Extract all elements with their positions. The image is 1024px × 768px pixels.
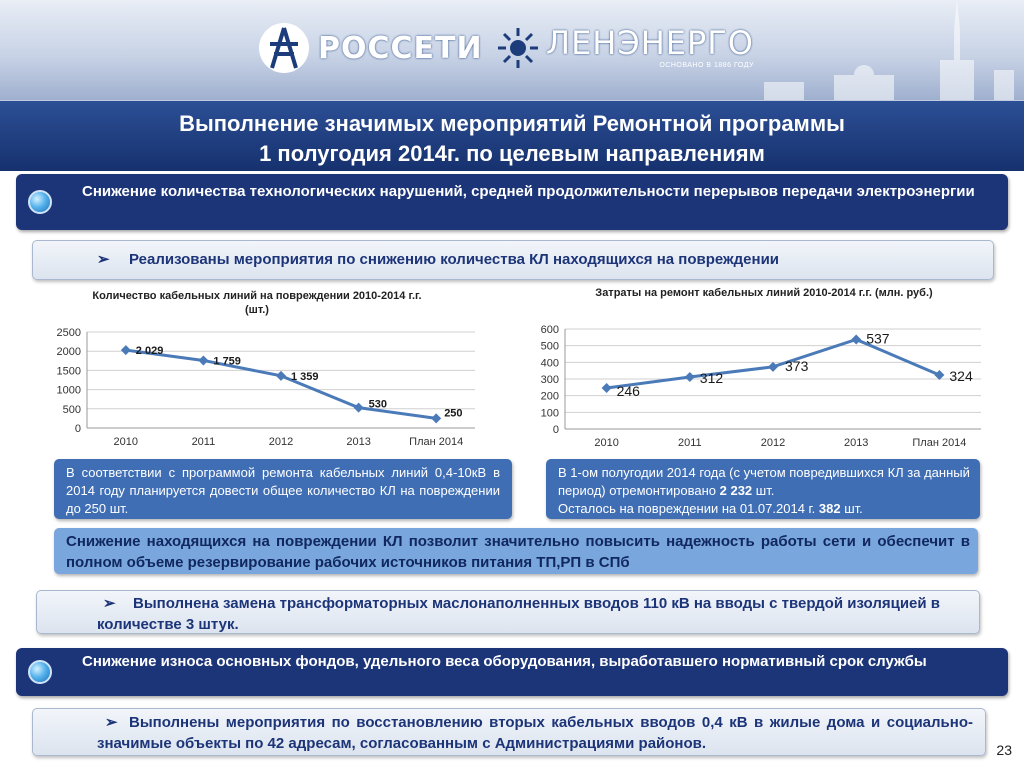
y-tick-label: 1000 (56, 384, 81, 397)
chart-2-title: Затраты на ремонт кабельных линий 2010-2014 г.г. (млн. руб.) (595, 287, 933, 299)
section-1-text: Снижение количества технологических нарушений, средней продолжительности перерывов передачи электроэнергии (82, 183, 975, 200)
lenenergo-founded-text: ОСНОВАНО В 1886 ГОДУ (659, 62, 754, 69)
lenenergo-sun-icon (496, 26, 540, 70)
note-right-box (546, 459, 980, 519)
subpoint-3-box (32, 708, 986, 756)
y-tick-label: 500 (62, 403, 81, 416)
note-left-box (54, 459, 512, 519)
data-label: 530 (368, 398, 387, 411)
section-1-box (16, 174, 1008, 230)
data-point (685, 372, 695, 382)
subpoint-1-text: Реализованы мероприятия по снижению количества КЛ находящихся на повреждении (129, 251, 780, 268)
y-tick-label: 2000 (56, 346, 81, 359)
data-label: 2 029 (135, 345, 164, 358)
y-tick-label: 2500 (56, 327, 81, 339)
data-point (768, 362, 778, 372)
section-2-text: Снижение износа основных фондов, удельного веса оборудования, выработавшего нормативный срок службы (82, 653, 927, 670)
data-point (602, 383, 612, 393)
subpoint-3-text: Выполнены мероприятия по восстановлению вторых кабельных вводов 0,4 кВ в жилые дома и социально-значимые объекты по 42 адресам, согласованным с Администрациями районов. (97, 714, 973, 752)
lenenergo-logo[interactable] (496, 26, 754, 70)
slide-title-line1: Выполнение значимых мероприятий Ремонтной программы (179, 111, 845, 136)
data-point (121, 345, 131, 355)
header-banner (0, 0, 1024, 100)
y-tick-label: 500 (540, 340, 559, 353)
data-point (431, 413, 441, 423)
y-tick-label: 200 (540, 390, 559, 403)
subpoint-1-box (32, 240, 994, 280)
conclusion-box (54, 528, 978, 574)
rosseti-logo-text: РОССЕТИ (318, 30, 483, 66)
section-1-bullet-icon (28, 190, 52, 214)
slide-title-line2: 1 полугодия 2014г. по целевым направлениям (259, 141, 765, 166)
subpoint-2-box (36, 590, 980, 634)
y-tick-label: 0 (552, 424, 559, 436)
y-tick-label: 400 (540, 357, 559, 370)
data-point (198, 355, 208, 365)
chart-1-cable-lines-damaged (40, 318, 490, 452)
x-tick-label: План 2014 (912, 437, 967, 449)
chart-2-repair-costs (512, 318, 982, 452)
y-tick-label: 600 (540, 324, 559, 336)
data-point (276, 371, 286, 381)
conclusion-text: Снижение находящихся на повреждении КЛ позволит значительно повысить надежность работы сети и обеспечит в полном объеме резервирование рабочих источников питания ТП,РП в СПб (66, 533, 970, 571)
page-number: 23 (996, 742, 1012, 758)
subpoint-1-arrow-icon: ➢ (97, 251, 110, 268)
data-label: 246 (616, 383, 640, 399)
data-label: 250 (444, 407, 463, 420)
data-label: 324 (949, 368, 973, 384)
data-point (354, 403, 364, 413)
slide-title-bar (0, 100, 1024, 171)
section-2-bullet-icon (28, 660, 52, 684)
data-label: 373 (785, 357, 809, 374)
chart-1-title: Количество кабельных линий на повреждении 2010-2014 г.г. (шт.) (92, 290, 422, 316)
rosseti-emblem-icon (258, 22, 310, 74)
data-label: 1 359 (291, 370, 319, 383)
x-tick-label: 2010 (594, 437, 619, 449)
x-tick-label: План 2014 (409, 436, 464, 448)
x-tick-label: 2011 (677, 437, 702, 449)
x-tick-label: 2013 (843, 437, 869, 449)
x-tick-label: 2012 (760, 437, 786, 449)
data-label: 1 759 (213, 355, 241, 368)
lenenergo-logo-text: ЛЕНЭНЕРГО (546, 24, 754, 62)
x-tick-label: 2011 (191, 436, 216, 448)
data-label: 537 (866, 330, 890, 347)
x-tick-label: 2013 (346, 436, 371, 448)
subpoint-3-arrow-icon: ➢ (105, 714, 118, 731)
x-tick-label: 2010 (113, 436, 139, 448)
y-tick-label: 300 (540, 374, 559, 386)
data-point (851, 335, 861, 345)
y-tick-label: 1500 (56, 365, 81, 378)
subpoint-2-arrow-icon: ➢ (103, 595, 116, 612)
note-right-text: В 1-ом полугодии 2014 года (с учетом повредившихся КЛ за данный период) отремонтировано 2 232 шт. Осталось на повреждении на 01.07.2014 г. 382 шт. (558, 465, 970, 516)
y-tick-label: 0 (74, 423, 81, 435)
note-left-text: В соответствии с программой ремонта кабельных линий 0,4-10кВ в 2014 году планируется довести общее количество КЛ на повреждении до 250 шт. (66, 465, 500, 516)
y-tick-label: 100 (540, 407, 559, 420)
x-tick-label: 2012 (268, 436, 294, 448)
rosseti-logo[interactable] (258, 22, 483, 74)
data-label: 312 (699, 370, 724, 386)
subpoint-2-text: Выполнена замена трансформаторных маслонаполненных вводов 110 кВ на вводы с твердой изоляцией в количестве 3 штук. (97, 595, 940, 633)
section-2-box (16, 648, 1008, 696)
series-line (126, 350, 436, 418)
